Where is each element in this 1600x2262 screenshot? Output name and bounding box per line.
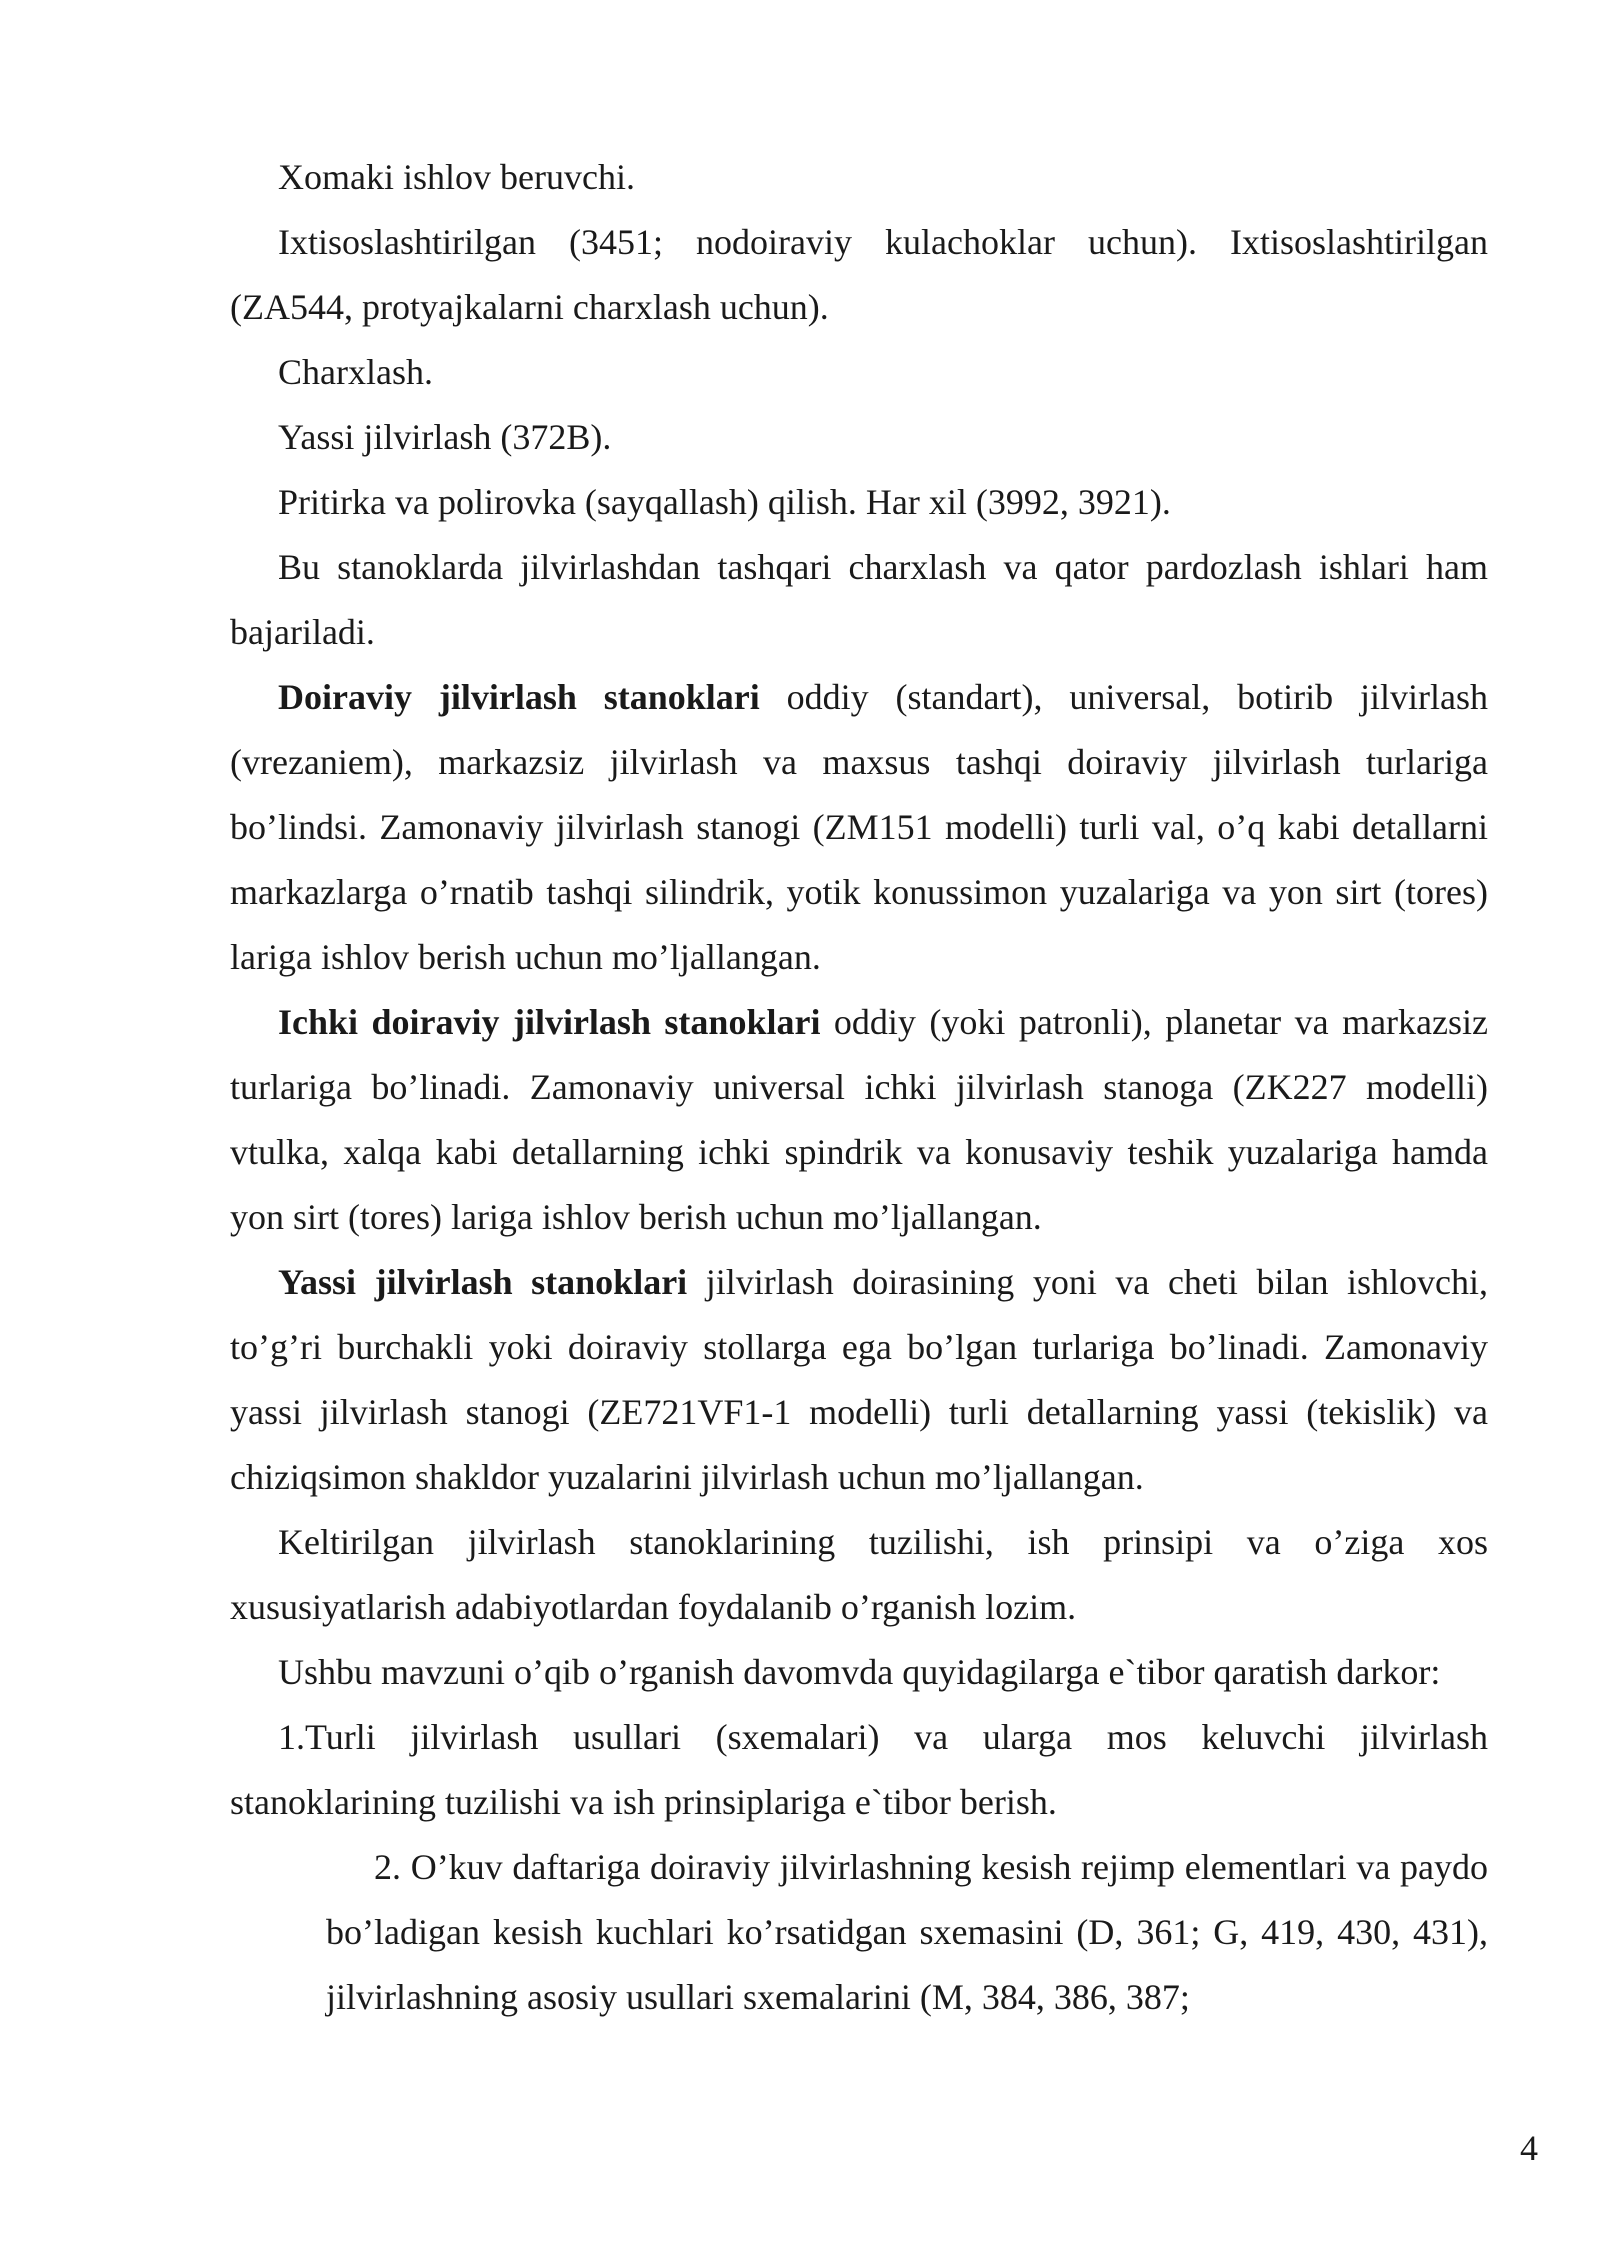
paragraph-8	[230, 990, 1488, 1250]
paragraph-6: Bu stanoklarda jilvirlashdan tashqari charxlash va qator pardozlash ishlari ham bajariladi.	[230, 547, 1488, 652]
heading-ichki: Ichki doiraviy jilvirlash stanoklari	[278, 1002, 821, 1042]
document-body	[230, 145, 1488, 2030]
list-item-1: 1.Turli jilvirlash usullari (sxemalari) va ularga mos keluvchi jilvirlash stanoklarining tuzilishi va ish prinsiplariga e`tibor berish.	[230, 1717, 1488, 1822]
paragraph-2: Ixtisoslashtirilgan (3451; nodoiraviy kulachoklar uchun). Ixtisoslashtirilgan (ZA544, protyajkalarni charxlash uchun).	[230, 222, 1488, 327]
paragraph-3: Charxlash.	[278, 352, 433, 392]
paragraph-9	[230, 1250, 1488, 1510]
paragraph-10: Keltirilgan jilvirlash stanoklarining tuzilishi, ish prinsipi va o’ziga xos xususiyatlarish adabiyotlardan foydalanib o’rganish lozim.	[230, 1522, 1488, 1627]
paragraph-8-text: oddiy (yoki patronli), planetar va markazsiz turlariga bo’linadi. Zamonaviy universal ichki jilvirlash stanoga (ZK227 modelli) vtulka, xalqa kabi detallarning ichki spindrik va konusaviy teshik yuzalariga hamda yon sirt (tores) lariga ishlov berish uchun mo’ljallangan.	[230, 1002, 1488, 1237]
paragraph-11: Ushbu mavzuni o’qib o’rganish davomvda quyidagilarga e`tibor qaratish darkor:	[278, 1652, 1441, 1692]
heading-yassi: Yassi jilvirlash stanoklari	[278, 1262, 688, 1302]
list-item-2-text: 2. O’kuv daftariga doiraviy jilvirlashning kesish rejimp elementlari va paydo bo’ladigan kesish kuchlari ko’rsatidgan sxemasini (D, 361; G, 419, 430, 431), jilvirlashning asosiy usullari sxemalarini (M, 384, 386, 387;	[326, 1847, 1488, 2017]
paragraph-1: Xomaki ishlov beruvchi.	[278, 157, 635, 197]
page-number: 4	[1520, 2128, 1538, 2168]
paragraph-7-text: oddiy (standart), universal, botirib jilvirlash (vrezaniem), markazsiz jilvirlash va maxsus tashqi doiraviy jilvirlash turlariga bo’lindsi. Zamonaviy jilvirlash stanogi (ZM151 modelli) turli val, o’q kabi detallarni markazlarga o’rnatib tashqi silindrik, yotik konussimon yuzalariga va yon sirt (tores) lariga ishlov berish uchun mo’ljallangan.	[230, 677, 1488, 977]
paragraph-4: Yassi jilvirlash (372B).	[278, 417, 612, 457]
paragraph-5: Pritirka va polirovka (sayqallash) qilish. Har xil (3992, 3921).	[278, 482, 1171, 522]
paragraph-7	[230, 665, 1488, 990]
list-item-2	[230, 1835, 1488, 2030]
heading-doiraviy: Doiraviy jilvirlash stanoklari	[278, 677, 760, 717]
paragraph-9-text: jilvirlash doirasining yoni va cheti bilan ishlovchi, to’g’ri burchakli yoki doiraviy stollarga ega bo’lgan turlariga bo’linadi. Zamonaviy yassi jilvirlash stanogi (ZE721VF1-1 modelli) turli detallarning yassi (tekislik) va chiziqsimon shakldor yuzalarini jilvirlash uchun mo’ljallangan.	[230, 1262, 1488, 1497]
